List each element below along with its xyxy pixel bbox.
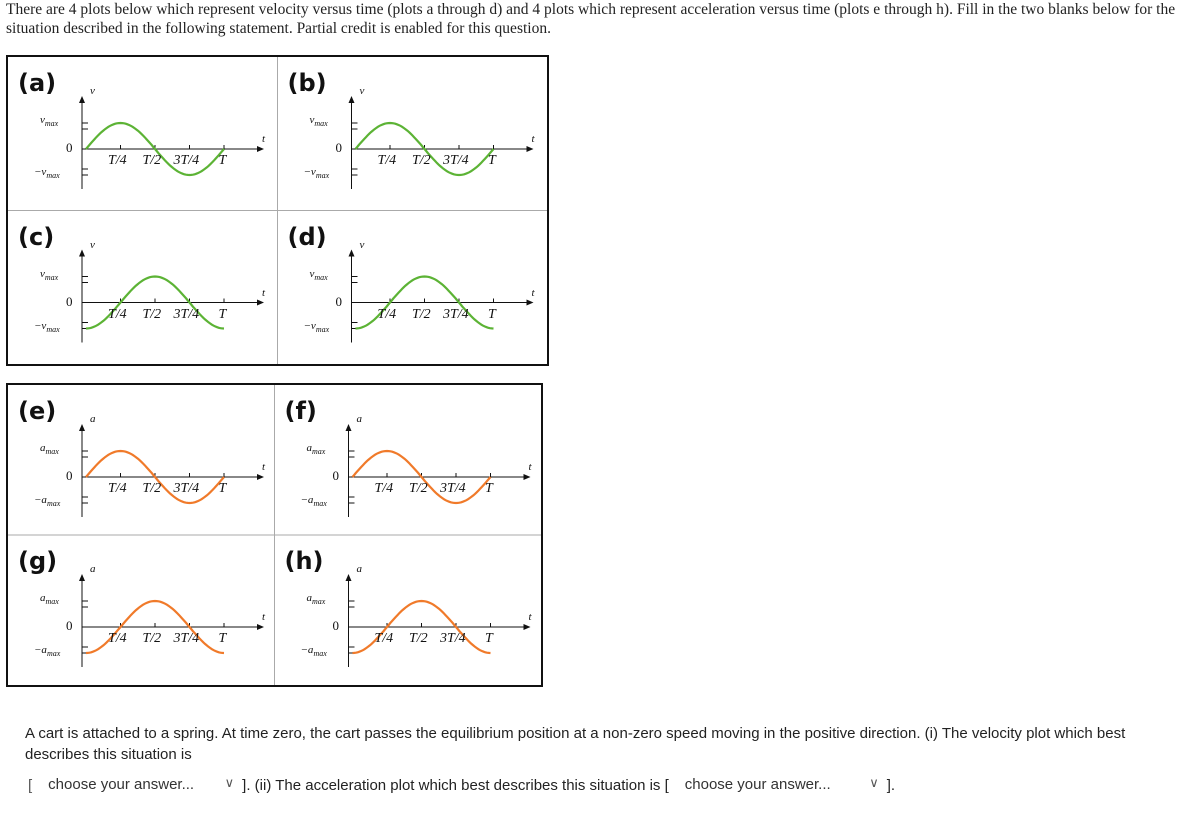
plot-label-f: (f) xyxy=(284,397,317,425)
y-axis-label: v xyxy=(90,85,95,97)
axes-f xyxy=(346,424,531,517)
axes-h xyxy=(346,574,531,667)
max-label: $a_{max}$ xyxy=(40,592,59,607)
min-label: $-v_{max}$ xyxy=(303,319,330,334)
plot-label-h: (h) xyxy=(284,547,324,575)
t-axis-label: t xyxy=(531,133,535,145)
zero-label: 0 xyxy=(335,140,342,155)
t-axis-label: t xyxy=(262,286,266,299)
tick-label: T/2 xyxy=(409,481,428,496)
chevron-down-icon: ∨ xyxy=(224,775,235,790)
tick-label: 3T/4 xyxy=(173,306,200,322)
t-axis-label: t xyxy=(531,286,535,299)
tick-label: T xyxy=(218,481,227,496)
max-label: $v_{max}$ xyxy=(40,114,59,129)
zero-label: 0 xyxy=(66,468,73,483)
tick-label: 3T/4 xyxy=(173,153,200,168)
tick-label: T/2 xyxy=(142,153,162,168)
tick-label: T/2 xyxy=(142,306,162,322)
chevron-down-icon: ∨ xyxy=(869,775,879,790)
plot-label-a: (a) xyxy=(18,69,57,97)
tick-label: 3T/4 xyxy=(440,481,466,496)
tick-label: 3T/4 xyxy=(443,153,469,168)
y-axis-label: a xyxy=(90,413,96,425)
tick-label: T/2 xyxy=(142,631,162,646)
min-label: $-v_{max}$ xyxy=(34,166,60,181)
tick-label: 3T/4 xyxy=(443,306,469,322)
plot-label-b: (b) xyxy=(287,69,327,97)
plot-label-d: (d) xyxy=(287,222,327,251)
axes-a xyxy=(79,96,264,189)
tick-label: T/4 xyxy=(377,306,397,322)
instructions-text: There are 4 plots below which represent velocity versus time (plots a through d) and 4 plots which represent acceleration versus time (plots e through h). Fill in the two blanks below for the situation described in the following statement. Partial credit is enabled for this question. xyxy=(6,1,1176,37)
tick-label: T xyxy=(485,481,493,496)
axes-e xyxy=(79,424,264,517)
answer-line xyxy=(28,776,895,796)
tick-label: T/2 xyxy=(412,306,431,322)
tick-label: T xyxy=(488,306,496,322)
bracket-open: [ xyxy=(28,776,33,794)
acceleration-plots-grid xyxy=(6,383,543,687)
t-axis-label: t xyxy=(528,461,532,473)
question-middle-text: ]. (ii) The acceleration plot which best describes this situation is [ xyxy=(242,776,669,794)
max-label: $a_{max}$ xyxy=(306,442,326,457)
min-label: $-v_{max}$ xyxy=(34,319,60,334)
y-axis-label: v xyxy=(90,238,95,251)
tick-label: T xyxy=(218,153,227,168)
tick-label: T/4 xyxy=(108,306,127,322)
t-axis-label: t xyxy=(262,611,266,623)
t-axis-label: t xyxy=(528,611,532,623)
tick-label: T/2 xyxy=(142,481,162,496)
min-label: $-a_{max}$ xyxy=(300,494,327,509)
max-label: $a_{max}$ xyxy=(40,442,59,457)
zero-label: 0 xyxy=(332,618,339,633)
min-label: $-a_{max}$ xyxy=(34,494,61,509)
tick-label: T xyxy=(485,631,493,646)
velocity-plot-select[interactable] xyxy=(32,776,242,796)
tick-label: T/4 xyxy=(108,631,127,646)
plot-label-e: (e) xyxy=(18,397,57,425)
min-label: $-v_{max}$ xyxy=(303,166,330,181)
y-axis-label: a xyxy=(90,563,96,575)
tick-label: 3T/4 xyxy=(173,481,200,496)
axes-b xyxy=(349,96,534,189)
tick-label: T xyxy=(218,306,227,322)
tick-label: T/4 xyxy=(377,153,397,168)
y-axis-label: a xyxy=(356,563,362,575)
tick-label: T/4 xyxy=(108,153,127,168)
zero-label: 0 xyxy=(66,293,73,309)
min-label: $-a_{max}$ xyxy=(34,644,61,659)
axes-d xyxy=(349,250,534,343)
y-axis-label: v xyxy=(359,238,365,251)
tick-label: 3T/4 xyxy=(173,631,200,646)
question-text: A cart is attached to a spring. At time zero, the cart passes the equilibrium position at a non-zero speed moving in the positive direction. (i) The velocity plot which best describes this situation is xyxy=(25,725,1126,763)
max-label: $v_{max}$ xyxy=(309,114,328,129)
velocity-select-placeholder: choose your answer... xyxy=(48,776,195,793)
y-axis-label: v xyxy=(359,85,365,97)
tick-label: 3T/4 xyxy=(440,631,466,646)
t-axis-label: t xyxy=(262,133,266,145)
tick-label: T/4 xyxy=(108,481,127,496)
zero-label: 0 xyxy=(66,140,73,155)
max-label: $v_{max}$ xyxy=(309,267,328,282)
axes-g xyxy=(79,574,264,667)
acceleration-plot-select[interactable] xyxy=(669,776,887,796)
tick-label: T xyxy=(218,631,227,646)
zero-label: 0 xyxy=(335,293,342,309)
plot-label-g: (g) xyxy=(18,547,58,575)
tick-label: T/2 xyxy=(412,153,431,168)
zero-label: 0 xyxy=(66,618,73,633)
min-label: $-a_{max}$ xyxy=(300,644,327,659)
axes-c xyxy=(79,250,264,343)
t-axis-label: t xyxy=(262,461,266,473)
tick-label: T/2 xyxy=(409,631,428,646)
acceleration-select-placeholder: choose your answer... xyxy=(684,776,831,793)
zero-label: 0 xyxy=(332,468,339,483)
plot-label-c: (c) xyxy=(18,222,55,251)
tick-label: T xyxy=(488,153,496,168)
max-label: $v_{max}$ xyxy=(40,267,59,282)
velocity-plots-grid xyxy=(6,55,549,366)
tick-label: T/4 xyxy=(374,481,394,496)
question-end-text: ]. xyxy=(886,776,896,794)
max-label: $a_{max}$ xyxy=(306,592,326,607)
tick-label: T/4 xyxy=(374,631,394,646)
y-axis-label: a xyxy=(356,413,362,425)
